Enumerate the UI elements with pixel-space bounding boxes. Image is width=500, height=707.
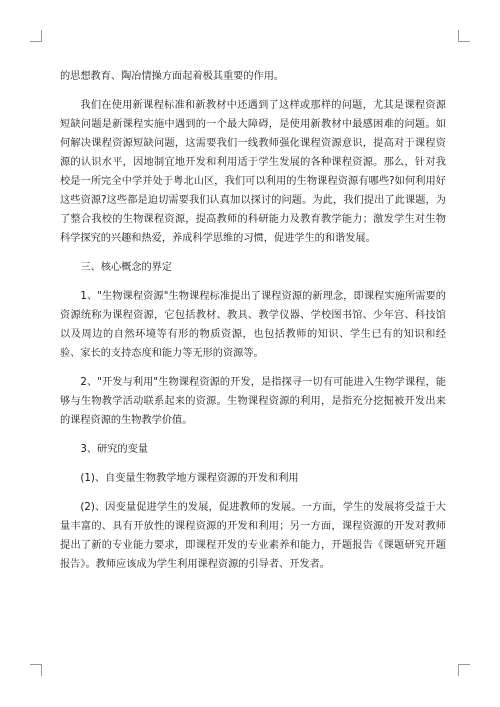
paragraph-problem-statement: 我们在使用新课程标准和新教材中还遇到了这样或那样的问题，尤其是课程资源短缺问题是新课程实施中遇到的一个最大障碍，是使用新教材中最感困难的问题。如何解决课程资源短缺问题，这需要我们一线教师强化课程资源意识，提高对于课程资源的认识水平，因地制宜地开发和利用适于学生发展的各种课程资源。那么，针对我校是一所完全中学并处于粤北山区，我们可以利用的生物课程资源有哪些?如何利用好这些资源?这些都是迫切需要我们认真加以探讨的问题。为此，我们提出了此课题，为了整合我校的生物课程资源，提高教师的科研能力及教育教学能力；激发学生对生物科学探究的兴趣和热爱，养成科学思维的习惯，促进学生的和谐发展。 <box>60 100 446 244</box>
paragraph-dependent-variable: (2)、因变量促进学生的发展，促进教师的发展。一方面，学生的发展将受益于大量丰富的、具有开放性的课程资源的开发和利用；另一方面，课程资源的开发对教师提出了新的专业能力要求，即课程开发的专业素养和能力，开题报告《课题研究开题报告》。教师应该成为学生利用课程资源的引导者、开发者。 <box>60 502 446 570</box>
paragraph-independent-variable: (1)、自变量生物教学地方课程资源的开发和利用 <box>80 473 299 484</box>
section-heading-core-concepts: 三、核心概念的界定 <box>80 262 173 273</box>
crop-mark-top-right <box>458 30 470 42</box>
paragraph-concept-curriculum-resources: 1、"生物课程资源"生物课程标准提出了课程资源的新理念，即课程实施所需要的资源统称为课程资源，它包括教材、教具、教学仪器、学校图书馆、少年宫、科技馆以及周边的自然环境等有形的物质资源，也包括教师的知识、学生已有的知识和经验、家长的支持态度和能力等无形的资源等。 <box>60 291 446 359</box>
paragraph-concept-development-utilization: 2、"开发与利用"生物课程资源的开发，是指探寻一切有可能进入生物学课程，能够与生物教学活动联系起来的资源。生物课程资源的利用，是指充分挖掘被开发出来的课程资源的生物教学价值。 <box>60 377 446 426</box>
paragraph-continuation: 的思想教育、陶冶情操方面起着极其重要的作用。 <box>60 71 285 82</box>
subheading-research-variables: 3、研究的变量 <box>80 444 148 455</box>
crop-mark-bottom-right <box>458 664 470 676</box>
document-body <box>60 67 446 584</box>
crop-mark-bottom-left <box>30 664 42 676</box>
crop-mark-top-left <box>30 30 42 42</box>
